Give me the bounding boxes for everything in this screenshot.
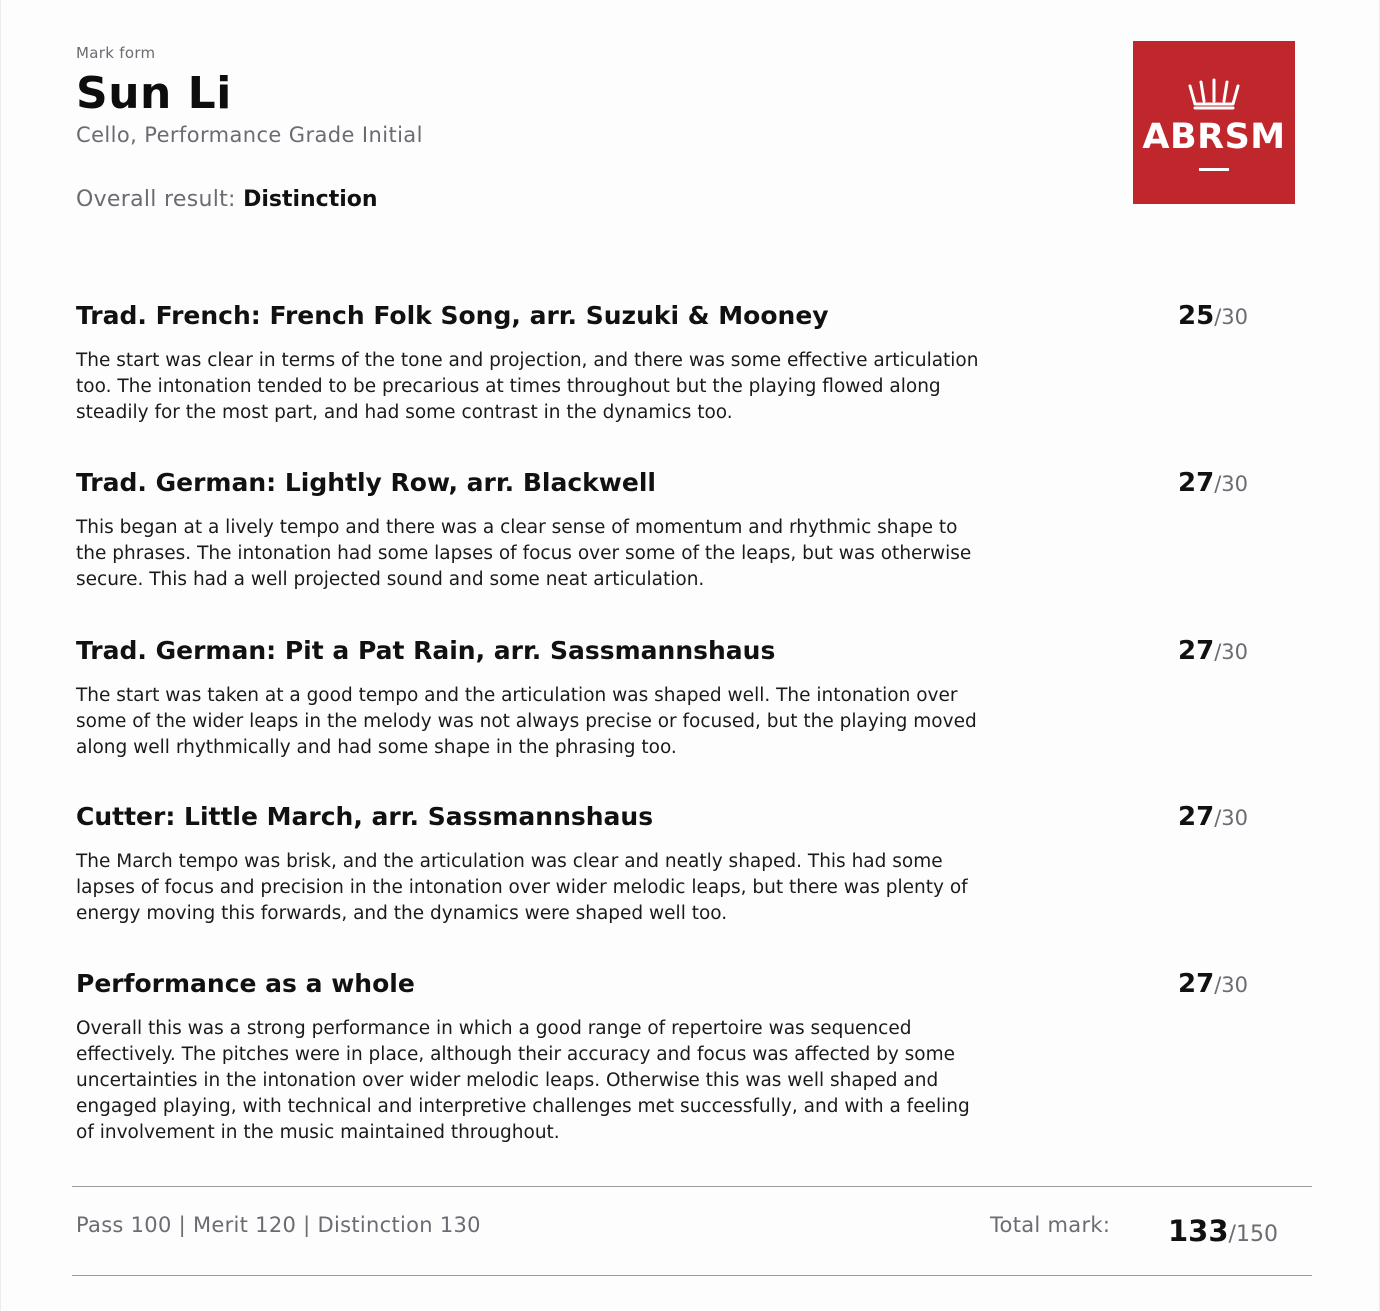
divider-bottom <box>72 1275 1312 1276</box>
section-comment: Overall this was a strong performance in which a good range of repertoire was sequenced effectively. The pitches were in place, although their accuracy and focus was affected by some uncertainties in the intonation over wider melodic leaps. Otherwise this was well shaped and engaged playing, with technical and interpretive challenges met successfully, and with a feeling of involvement in the music maintained throughout. <box>76 1018 970 1143</box>
overall-result <box>76 187 976 212</box>
section-title: Trad. French: French Folk Song, arr. Suzuki & Mooney <box>76 301 829 330</box>
score-value: 25 <box>1178 301 1215 331</box>
score-max: /30 <box>1214 472 1248 496</box>
section-comment: This began at a lively tempo and there was a clear sense of momentum and rhythmic shape to the phrases. The intonation had some lapses of focus over some of the leaps, but was otherwise secure. This had a well projected sound and some neat articulation. <box>76 517 972 590</box>
section-piece-4 <box>76 802 1286 927</box>
score-max: /30 <box>1214 973 1248 997</box>
section-title: Trad. German: Lightly Row, arr. Blackwell <box>76 468 656 497</box>
score-max: /30 <box>1214 305 1248 329</box>
exam-description: Cello, Performance Grade Initial <box>76 123 423 147</box>
crown-icon <box>1186 78 1242 110</box>
section-comment: The start was clear in terms of the tone and projection, and there was some effective articulation too. The intonation tended to be precarious at times throughout but the playing flowed along steadily for the most part, and had some contrast in the dynamics too. <box>76 350 979 423</box>
total-mark-value: 133 <box>1168 1214 1229 1248</box>
score-max: /30 <box>1214 640 1248 664</box>
divider-top <box>72 1186 1312 1187</box>
total-mark-max: /150 <box>1228 1222 1278 1247</box>
section-performance-as-whole <box>76 969 1286 1146</box>
section-piece-2 <box>76 468 1286 593</box>
section-title: Trad. German: Pit a Pat Rain, arr. Sassmannshaus <box>76 636 776 665</box>
total-mark-label: Total mark: <box>990 1213 1111 1237</box>
score-value: 27 <box>1178 802 1215 832</box>
section-score <box>1178 802 1248 833</box>
section-comment: The March tempo was brisk, and the articulation was clear and neatly shaped. This had some lapses of focus and precision in the intonation over wider melodic leaps, but there was plenty of energy moving this forwards, and the dynamics were shaped well too. <box>76 851 968 924</box>
header <box>76 44 976 212</box>
section-score <box>1178 301 1248 332</box>
section-title: Cutter: Little March, arr. Sassmannshaus <box>76 802 654 831</box>
logo-bar <box>1199 168 1229 171</box>
section-score <box>1178 636 1248 667</box>
section-comment: The start was taken at a good tempo and the articulation was shaped well. The intonation over some of the wider leaps in the melody was not always precise or focused, but the playing moved along well rhythmically and had some shape in the phrasing too. <box>76 685 977 758</box>
section-score <box>1178 969 1248 1000</box>
overall-result-label: Overall result: <box>76 187 244 212</box>
section-score <box>1178 468 1248 499</box>
form-label: Mark form <box>76 44 156 62</box>
score-value: 27 <box>1178 969 1215 999</box>
section-piece-1 <box>76 301 1286 426</box>
score-max: /30 <box>1214 806 1248 830</box>
grade-thresholds: Pass 100 | Merit 120 | Distinction 130 <box>76 1213 481 1237</box>
section-title: Performance as a whole <box>76 969 415 998</box>
section-piece-3 <box>76 636 1286 761</box>
total-mark <box>1168 1213 1278 1253</box>
score-value: 27 <box>1178 636 1215 666</box>
logo-text: ABRSM <box>1142 117 1286 157</box>
candidate-name: Sun Li <box>76 68 232 119</box>
score-value: 27 <box>1178 468 1215 498</box>
overall-result-value: Distinction <box>243 187 378 212</box>
abrsm-logo <box>1133 41 1295 204</box>
